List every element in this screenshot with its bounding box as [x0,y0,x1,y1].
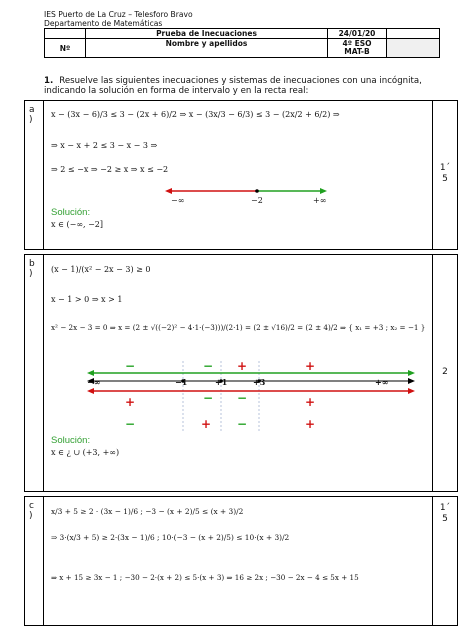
exercise-c [24,496,458,626]
axis-label: +1 [215,377,228,387]
exercise-a [24,100,458,250]
grade-box[interactable] [387,39,440,58]
axis-label: −∞ [87,377,101,387]
num-label: Nº [45,39,86,58]
sign-mark: + [125,395,136,409]
red-arrowhead [165,188,172,194]
green-arrowhead [320,188,327,194]
department-name: Departamento de Matemáticas [44,19,163,28]
point-marker [255,189,259,193]
math-line: x − 1 > 0 ⇒ x > 1 [51,295,123,304]
sign-mark: + [305,417,316,431]
sign-mark: − [203,391,214,405]
sign-mark: + [305,359,316,373]
axis-label: −1 [175,377,188,387]
red-arrowhead-left [87,388,94,394]
green-arrowhead-right [408,370,415,376]
divider [43,101,44,249]
sign-mark: − [237,417,248,431]
solution-label: Solución: [51,207,91,218]
exercise-c-points: 1´ 5 [439,503,451,524]
exercise-b [24,254,458,492]
divider [432,497,433,625]
solution-value: x ∈ ¿ ∪ (+3, +∞) [51,448,120,457]
number-line-a [165,183,335,215]
group-label: MAT-B [344,47,370,56]
green-arrowhead-left [87,370,94,376]
test-name: Prueba de Inecuaciones [86,29,328,39]
divider [432,101,433,249]
exercise-b-points: 2 [442,367,448,377]
divider [43,497,44,625]
sign-mark: + [305,395,316,409]
exercise-a-label: a ) [29,105,35,125]
math-line: x/3 + 5 ≥ 2 · (3x − 1)/6 ; −3 − (x + 2)/5 ≤ (x + 3)/2 [51,507,244,516]
sign-mark: − [125,359,136,373]
instruction-number: 1. [44,76,54,86]
sign-mark: − [237,391,248,405]
exercise-a-points: 1´ 5 [439,163,451,184]
math-line: (x − 1)/(x² − 2x − 3) ≥ 0 [51,265,151,274]
axis-label: −∞ [171,196,185,205]
test-date: 24/01/20 [328,29,387,39]
exercise-c-label: c ) [29,501,34,521]
math-line: ⇒ 2 ≤ −x ⇒ −2 ≥ x ⇒ x ≤ −2 [51,165,169,174]
math-line: x² − 2x − 3 = 0 ⇒ x = (2 ± √((−2)² − 4·1·(−3)))/(2·1) = (2 ± √16)/2 = (2 ± 4)/2 ⇒ { x₁ = +3 ; x₂ = −1 } [51,323,426,332]
solution-value: x ∈ (−∞, −2] [51,220,104,229]
instruction [44,76,440,96]
axis-arrowhead-right [408,378,415,384]
axis-label: +∞ [375,377,389,387]
school-name: IES Puerto de La Cruz – Telesforo Bravo [44,10,193,19]
number-line-b [85,361,425,441]
solution-label: Solución: [51,435,91,446]
divider [43,255,44,491]
course-label: 4º ESO [342,39,372,48]
name-label: Nombre y apellidos [86,39,328,58]
sign-mark: + [237,359,248,373]
red-arrowhead-right [408,388,415,394]
math-line: ⇒ x − x + 2 ≤ 3 − x − 3 ⇒ [51,141,158,150]
math-line: ⇒ x + 15 ≥ 3x − 1 ; −30 − 2·(x + 2) ≤ 5·(x + 3) ⇒ 16 ≥ 2x ; −30 − 2x − 4 ≤ 5x + 15 [51,573,359,582]
exercise-b-label: b ) [29,259,35,279]
sign-mark: − [125,417,136,431]
axis-label: +∞ [313,196,327,205]
instruction-text: Resuelve las siguientes inecuaciones y sistemas de inecuaciones con una incógnita, indicando la solución en forma de intervalo y en la recta real: [44,76,422,96]
sign-mark: + [201,417,212,431]
math-line: ⇒ 3·(x/3 + 5) ≥ 2·(3x − 1)/6 ; 10·(−3 − (x + 2)/5) ≤ 10·(x + 3)/2 [51,533,290,542]
divider [432,255,433,491]
course-group [328,39,387,58]
math-line: x − (3x − 6)/3 ≤ 3 − (2x + 6)/2 ⇒ x − (3x/3 − 6/3) ≤ 3 − (2x/2 + 6/2) ⇒ [51,110,340,119]
info-table [44,28,440,58]
sign-mark: − [203,359,214,373]
axis-label: +3 [253,377,266,387]
axis-label: −2 [251,196,263,205]
